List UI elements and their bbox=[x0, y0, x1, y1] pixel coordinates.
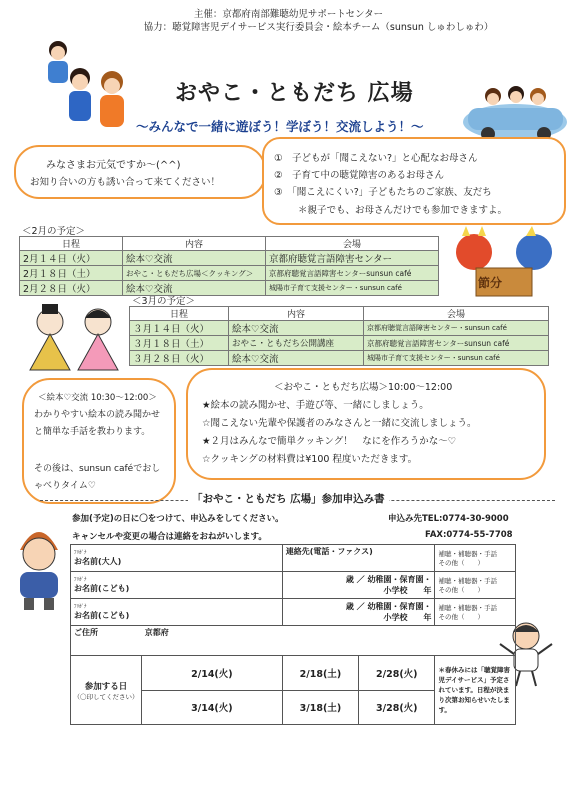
contact-field[interactable] bbox=[282, 545, 435, 572]
name-child-label-2: お名前(こども) bbox=[74, 611, 130, 620]
mar-venue-2: 京都府聴覚言語障害センターsunsun café bbox=[364, 336, 549, 351]
feb-caption: ＜2月の予定＞ bbox=[22, 226, 86, 237]
form-fax: FAX:0774-55-7708 bbox=[425, 530, 513, 540]
name-adult-label: お名前(大人) bbox=[74, 557, 122, 566]
form-tel: 申込み先TEL:0774-30-9000 bbox=[388, 514, 509, 524]
feb-schedule-table bbox=[19, 236, 439, 296]
address-field[interactable] bbox=[71, 626, 516, 656]
mar-caption: ＜3月の予定＞ bbox=[132, 296, 196, 307]
mar-header-venue: 会場 bbox=[364, 307, 549, 321]
date-option-mar14[interactable]: 3/14(火) bbox=[191, 703, 233, 715]
hiroba-line4: ☆クッキングの材料費は¥100 程度いただきます。 bbox=[202, 454, 418, 465]
setsubun-oni-illustration bbox=[446, 226, 562, 298]
date-option-feb28[interactable]: 2/28(火) bbox=[359, 656, 435, 691]
ehon-info-box bbox=[22, 378, 176, 504]
address-prefecture: 京都府 bbox=[144, 628, 169, 637]
hiroba-line2: ☆聞こえない先輩や保護者のみなさんと一緒に交流しましょう。 bbox=[202, 418, 477, 429]
attend-section bbox=[71, 656, 283, 725]
hiroba-line3: ★２月はみんなで簡単クッキング！ なにを作ろうかな～♡ bbox=[202, 436, 457, 447]
feb-venue-3: 城陽市子育て支援センター・sunsun café bbox=[266, 281, 439, 296]
date-option-feb18[interactable]: 2/18(土) bbox=[282, 656, 358, 691]
form-instruction-1: 参加(予定)の日に〇をつけて、申込みをしてください。 bbox=[72, 514, 284, 524]
table-row bbox=[20, 251, 439, 266]
ehon-title: ＜絵本♡交流 10:30～12:00＞ bbox=[38, 393, 157, 403]
age-field-2[interactable]: 歳 ／ 幼稚園・保育園・ 小学校 年 bbox=[282, 599, 435, 626]
page-title: おやこ・ともだち 広場 bbox=[175, 81, 414, 106]
name-child-field-2[interactable]: ﾌﾘｶﾞﾅ お名前(こども) bbox=[71, 599, 283, 626]
mar-date-1: ３月１４日（火） bbox=[130, 321, 229, 336]
feb-date-1: 2月１４日（火） bbox=[20, 251, 123, 266]
target-note: ＊親子でも、お母さんだけでも参加できますよ。 bbox=[298, 205, 508, 216]
feb-header-date: 日程 bbox=[20, 237, 123, 251]
hina-dolls-illustration bbox=[20, 300, 128, 372]
mar-content-2: おやこ・ともだち公開講座 bbox=[229, 336, 364, 351]
page-subtitle: ～みんなで一緒に遊ぼう！学ぼう！交流しよう！～ bbox=[136, 119, 424, 134]
family-illustration bbox=[40, 36, 140, 136]
table-row bbox=[20, 281, 439, 296]
target-audience-box bbox=[262, 137, 566, 225]
mar-content-3: 絵本♡交流 bbox=[229, 351, 364, 366]
target-item-1: ① 子どもが「聞こえない?」と心配なお母さん bbox=[274, 153, 478, 164]
feb-content-1: 絵本♡交流 bbox=[123, 251, 266, 266]
feb-content-3: 絵本♡交流 bbox=[123, 281, 266, 296]
greeting-bubble bbox=[14, 145, 266, 199]
table-row bbox=[130, 336, 549, 351]
hiroba-info-box bbox=[186, 368, 546, 480]
mar-header-content: 内容 bbox=[229, 307, 364, 321]
mar-date-3: ３月２８日（火） bbox=[130, 351, 229, 366]
organizer-text: 主催：京都府南部難聴幼児サポートセンター bbox=[193, 9, 384, 20]
feb-content-2: おやこ・ともだち広場＜クッキング＞ bbox=[123, 266, 266, 281]
target-item-3: ③ 「聞こえにくい?」子どもたちのご家族、友だち bbox=[274, 187, 492, 198]
feb-date-2: 2月１８日（土） bbox=[20, 266, 123, 281]
name-child-label-1: お名前(こども) bbox=[74, 584, 130, 593]
form-title: 「おやこ・ともだち 広場」参加申込み書 bbox=[188, 491, 389, 506]
feb-venue-2: 京都府聴覚言語障害センターsunsun café bbox=[266, 266, 439, 281]
hiroba-line1: ★絵本の読み聞かせ、手遊び等、一緒にしましょう。 bbox=[202, 400, 429, 411]
attend-sublabel: （〇印してください） bbox=[73, 692, 139, 701]
mar-content-1: 絵本♡交流 bbox=[229, 321, 364, 336]
spring-note: ＊春休みには「聴覚障害児デイサービス」予定されています。日程が決まり次第お知らせいたします。 bbox=[435, 656, 516, 725]
name-adult-field[interactable]: ﾌﾘｶﾞﾅ お名前(大人) bbox=[71, 545, 283, 572]
application-form-table bbox=[70, 544, 516, 725]
mar-schedule-table bbox=[129, 306, 549, 366]
name-child-field-1[interactable]: ﾌﾘｶﾞﾅ お名前(こども) bbox=[71, 572, 283, 599]
cooperation-text: 協力：聴覚障害児デイサービス実行委員会・絵本チーム（sunsun しゅわしゅわ） bbox=[143, 22, 494, 33]
mar-date-2: ３月１８日（土） bbox=[130, 336, 229, 351]
hiroba-title: ＜おやこ・ともだち広場＞10:00～12:00 bbox=[274, 382, 453, 393]
address-label: ご住所 bbox=[74, 628, 98, 637]
child-illustration bbox=[8, 520, 70, 612]
table-row bbox=[130, 321, 549, 336]
feb-venue-1: 京都府聴覚言語障害センター bbox=[266, 251, 439, 266]
date-option-mar28[interactable]: 3/28(火) bbox=[359, 690, 435, 725]
attend-label: 参加する日 bbox=[84, 681, 128, 692]
greeting-line2: お知り合いの方も誘い合って来てください！ bbox=[30, 177, 221, 188]
age-field-1[interactable]: 歳 ／ 幼稚園・保育園・ 小学校 年 bbox=[282, 572, 435, 599]
greeting-line1: みなさまお元気ですか～(^^) bbox=[46, 160, 181, 171]
target-item-2: ② 子育て中の聴覚障害のあるお母さん bbox=[274, 170, 445, 181]
hearing-options-1[interactable]: 補聴・補聴器・手話 その他（ ） bbox=[435, 545, 516, 572]
table-row bbox=[130, 351, 549, 366]
mar-venue-1: 京都府聴覚言語障害センター・sunsun café bbox=[364, 321, 549, 336]
family-car-illustration bbox=[458, 80, 573, 145]
ehon-body2: その後は、sunsun caféでおしゃべりタイム♡ bbox=[34, 464, 161, 491]
date-option-mar18[interactable]: 3/18(土) bbox=[282, 690, 358, 725]
mar-header-date: 日程 bbox=[130, 307, 229, 321]
setsubun-label: 節分 bbox=[478, 276, 503, 290]
feb-header-content: 内容 bbox=[123, 237, 266, 251]
contact-label: 連絡先(電話・ファクス) bbox=[285, 547, 373, 556]
date-option-feb14[interactable]: 2/14(火) bbox=[142, 656, 282, 691]
form-instruction-2: キャンセルや変更の場合は連絡をおねがいします。 bbox=[72, 532, 267, 542]
hearing-options-2[interactable]: 補聴・補聴器・手話 その他（ ） bbox=[435, 572, 516, 599]
ehon-body1: わかりやすい絵本の読み聞かせと簡単な手話を教わります。 bbox=[34, 410, 161, 437]
feb-header-venue: 会場 bbox=[266, 237, 439, 251]
mar-venue-3: 城陽市子育て支援センター・sunsun café bbox=[364, 351, 549, 366]
table-row bbox=[20, 266, 439, 281]
feb-date-3: 2月２８日（火） bbox=[20, 281, 123, 296]
hearing-options-3[interactable]: 補聴・補聴器・手話 その他（ ） bbox=[435, 599, 516, 626]
